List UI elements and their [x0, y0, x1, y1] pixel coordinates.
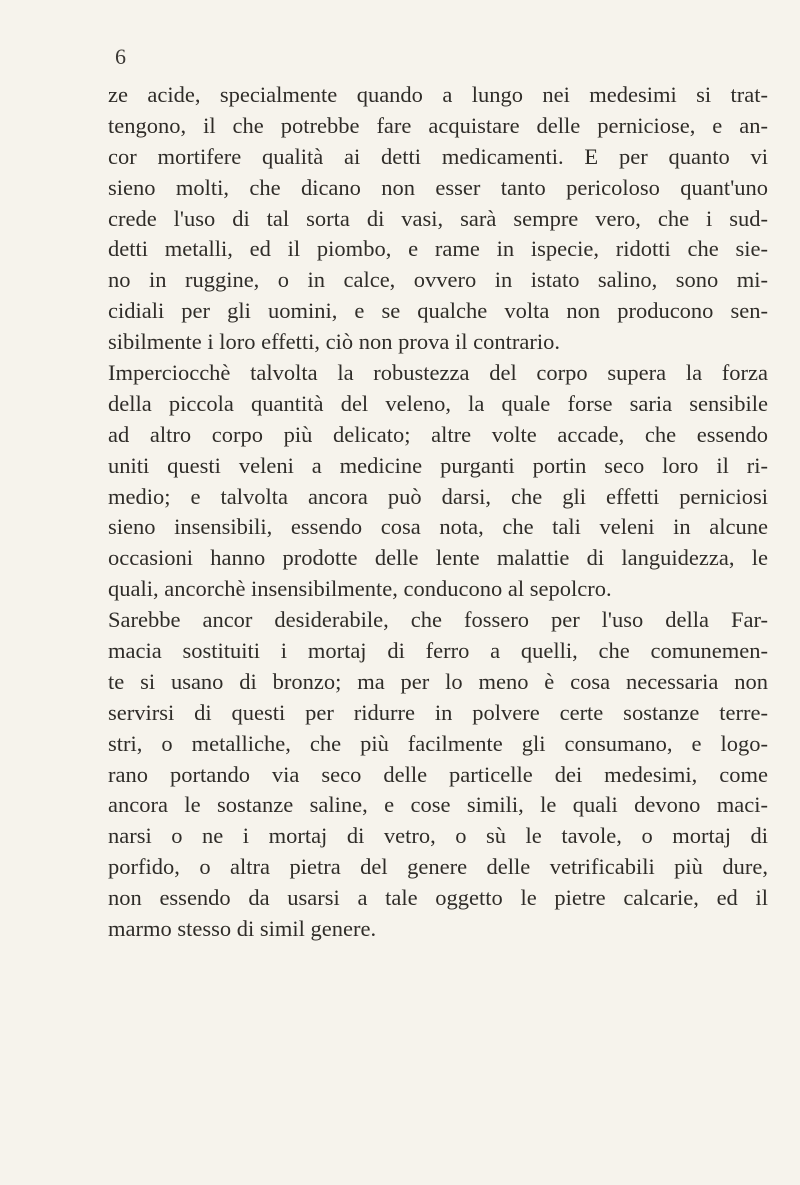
text-line: servirsi di questi per ridurre in polvere certe sostanze terre- — [108, 699, 768, 725]
text-line: narsi o ne i mortaj di vetro, o sù le tavole, o mortaj di — [108, 823, 768, 849]
text-line: no in ruggine, o in calce, ovvero in istato salino, sono mi- — [108, 267, 768, 293]
text-line: te si usano di bronzo; ma per lo meno è cosa necessaria non — [108, 668, 768, 694]
text-line: medio; e talvolta ancora può darsi, che gli effetti perniciosi — [108, 483, 768, 509]
body-text — [108, 80, 768, 945]
text-line: macia sostituiti i mortaj di ferro a quelli, che comunemen- — [108, 638, 768, 664]
text-line: della piccola quantità del veleno, la quale forse saria sensibile — [108, 390, 768, 416]
text-line: stri, o metalliche, che più facilmente gli consumano, e logo- — [108, 730, 768, 756]
text-line: porfido, o altra pietra del genere delle vetrificabili più dure, — [108, 854, 768, 880]
text-line: marmo stesso di simil genere. — [108, 916, 377, 942]
text-line: non essendo da usarsi a tale oggetto le pietre calcarie, ed il — [108, 885, 768, 911]
text-line: ad altro corpo più delicato; altre volte accade, che essendo — [108, 421, 768, 447]
text-line: rano portando via seco delle particelle dei medesimi, come — [108, 761, 768, 787]
text-line: uniti questi veleni a medicine purganti portin seco loro il ri- — [108, 452, 768, 478]
text-line: Sarebbe ancor desiderabile, che fossero per l'uso della Far- — [108, 607, 768, 633]
text-line: cor mortifere qualità ai detti medicamenti. E per quanto vi — [108, 143, 768, 169]
text-line: tengono, il che potrebbe fare acquistare delle perniciose, e an- — [108, 112, 768, 138]
text-line: occasioni hanno prodotte delle lente malattie di languidezza, le — [108, 545, 768, 571]
text-line: Imperciocchè talvolta la robustezza del corpo supera la forza — [108, 360, 768, 386]
text-line: quali, ancorchè insensibilmente, conducono al sepolcro. — [108, 576, 612, 602]
text-line: ancora le sostanze saline, e cose simili, le quali devono maci- — [108, 792, 768, 818]
text-line: sieno molti, che dicano non esser tanto pericoloso quant'uno — [108, 174, 768, 200]
text-line: crede l'uso di tal sorta di vasi, sarà sempre vero, che i sud- — [108, 205, 768, 231]
text-line: ze acide, specialmente quando a lungo nei medesimi si trat- — [108, 82, 768, 107]
text-line: sibilmente i loro effetti, ciò non prova il contrario. — [108, 329, 560, 355]
text-line: sieno insensibili, essendo cosa nota, che tali veleni in alcune — [108, 514, 768, 540]
text-line: cidiali per gli uomini, e se qualche volta non producono sen- — [108, 298, 768, 324]
text-line: detti metalli, ed il piombo, e rame in ispecie, ridotti che sie- — [108, 236, 768, 262]
page-number: 6 — [115, 44, 126, 69]
